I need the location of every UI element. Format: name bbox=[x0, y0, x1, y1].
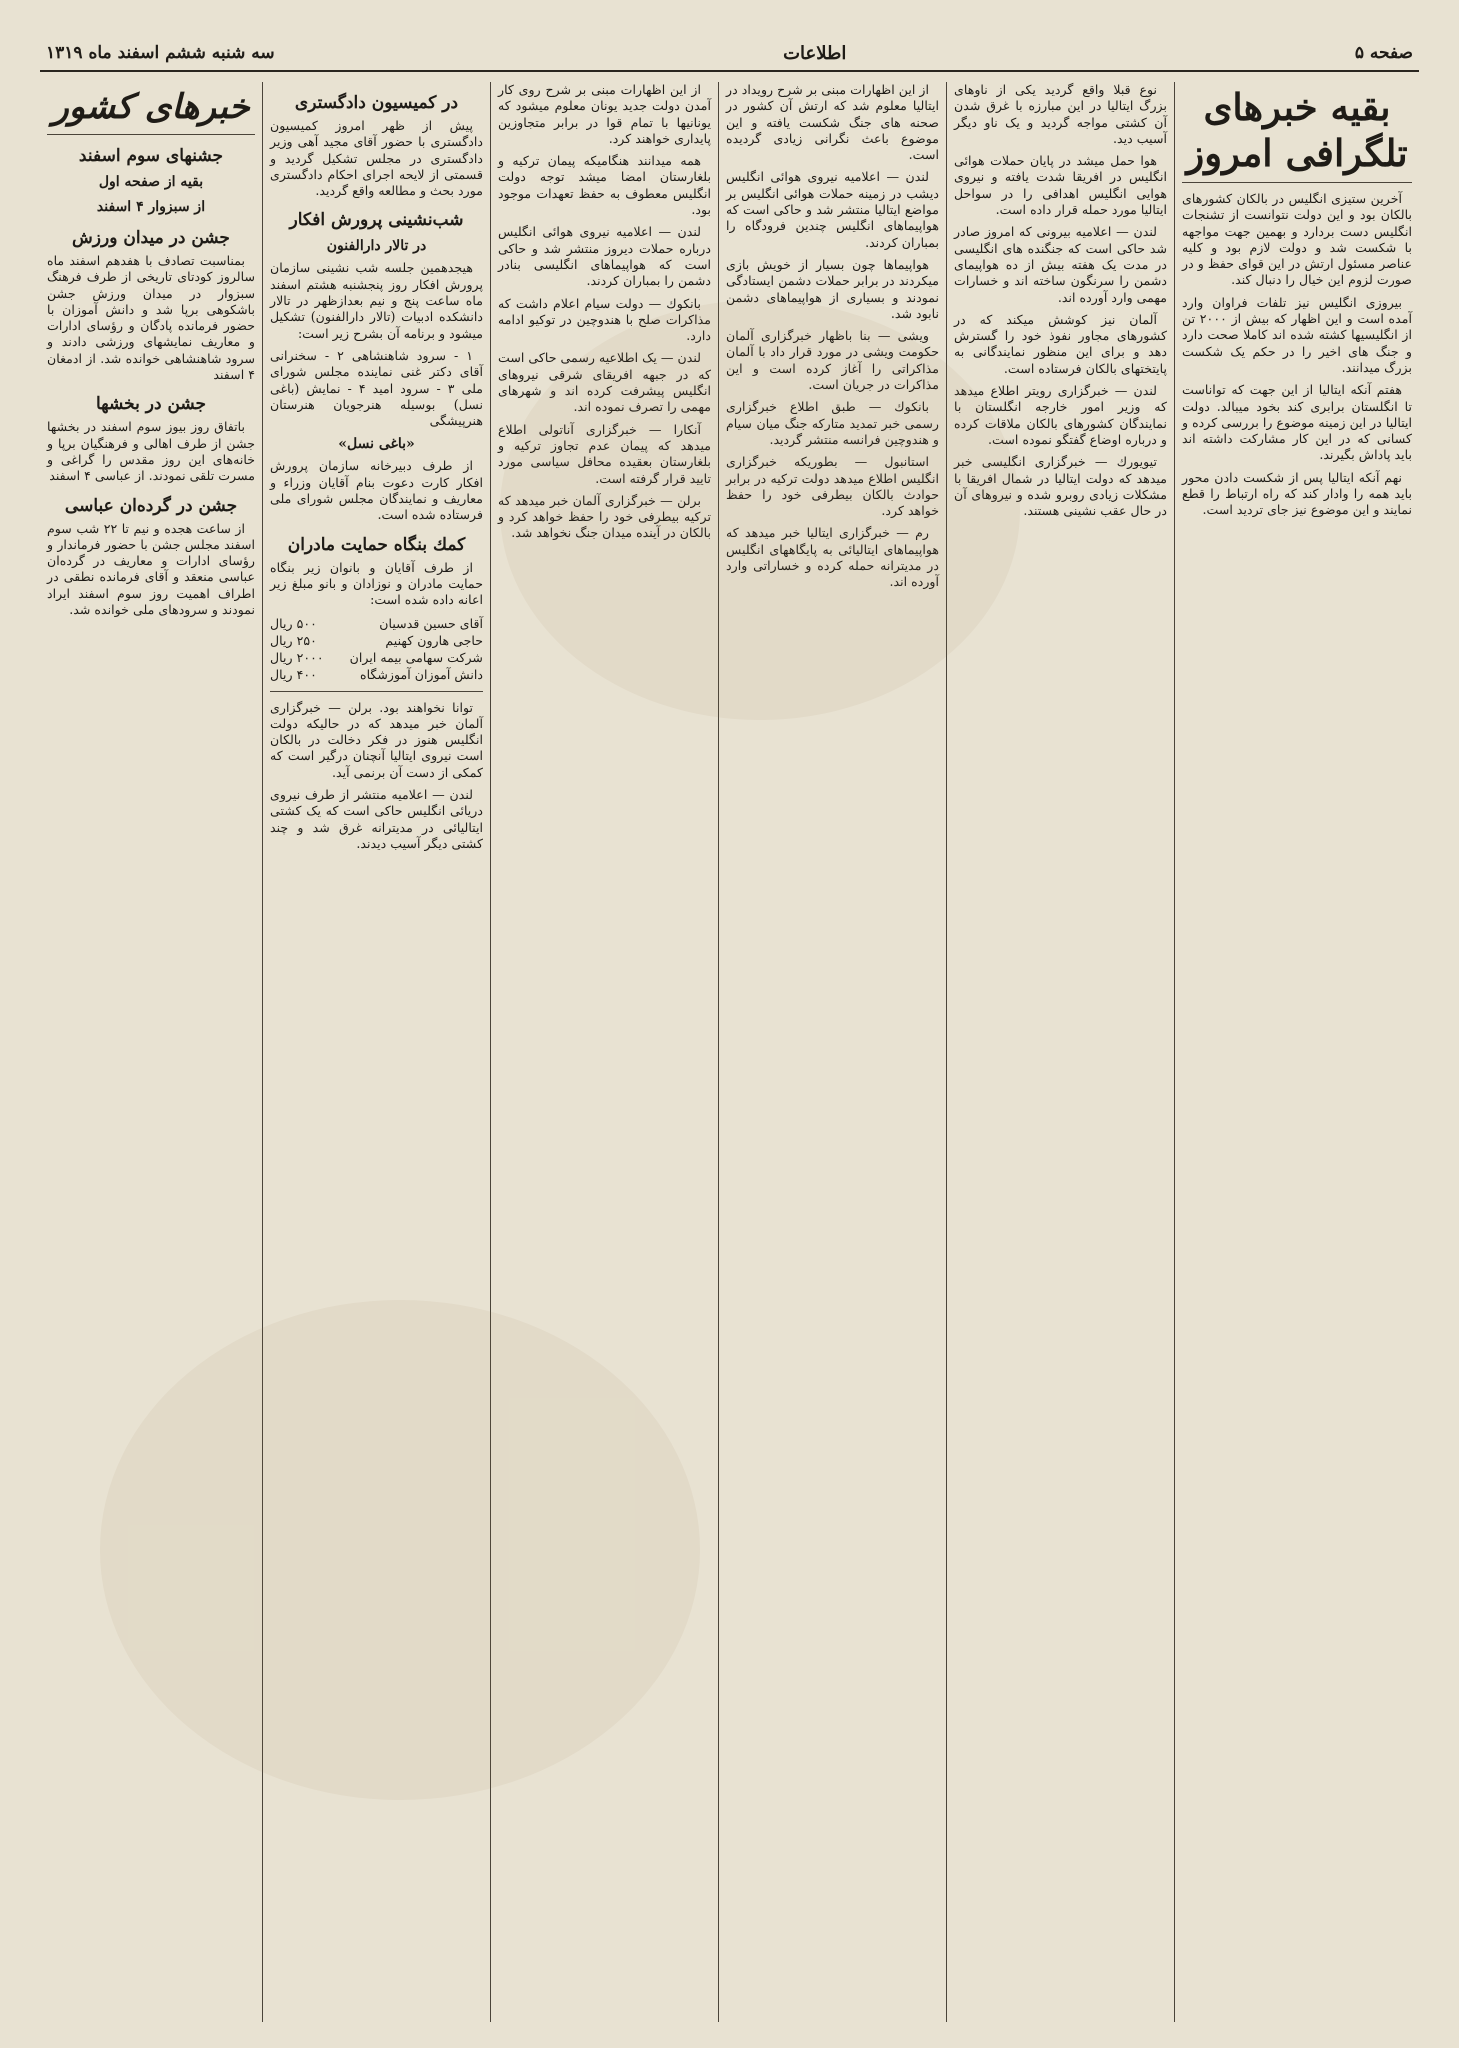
article-paragraph: توانا نخواهند بود. برلن — خبرگزاری آلمان خبر میدهد که در حالیکه دولت انگلیس هنوز در فکر دخالت در بالکان است نیروی ایتالیا آنچنان درگیر است که کمکی از دست آن برنمی آید. bbox=[270, 699, 483, 780]
column-telegraph-news bbox=[1174, 82, 1419, 2022]
article-paragraph: از این اظهارات مبنی بر شرح رویداد در ایتالیا معلوم شد که ارتش آن کشور در صحنه های جنگ شکست یافته و این موضوع باعث نگرانی زیادی گردیده است. bbox=[726, 82, 939, 163]
page-number: صفحه ۵ bbox=[1354, 43, 1413, 63]
donor-row bbox=[270, 632, 483, 649]
article-paragraph: آنکارا — خبرگزاری آناتولی اطلاع میدهد که پیمان عدم تجاوز ترکیه و بلغارستان بعقیده محافل سیاسی مورد تایید قرار گرفته است. bbox=[498, 421, 711, 486]
donor-name: حاجی هارون کهنیم bbox=[385, 632, 483, 648]
article-paragraph: آلمان نیز کوشش میکند که در کشورهای مجاور نفوذ خود را گسترش دهد و برای این منظور نمایندگانی به پایتختهای بالکان فرستاده است. bbox=[954, 311, 1167, 376]
article-paragraph: بانکوك — دولت سیام اعلام داشت که مذاکرات صلح با هندوچین در توکیو ادامه دارد. bbox=[498, 295, 711, 344]
heading-play: «باغی نسل» bbox=[338, 436, 415, 453]
column-5 bbox=[262, 82, 490, 2022]
donor-amount: ۲۵۰ ریال bbox=[270, 632, 317, 648]
article-paragraph: بیروزی انگلیس نیز تلفات فراوان وارد آمده است و این اظهار که بیش از ۲۰۰۰ تن از انگلیسیها کشته شده اند کاملا صحت دارد و جنگ های اخیر را در حکم یک شکست بزرگ میدانند. bbox=[1182, 294, 1412, 375]
article-paragraph: هوا حمل میشد در پایان حملات هوائی انگلیس در افریقا شدت یافته و نیروی هوایی انگلیس اهدافی را در سواحل ایتالیا مورد حمله قرار داده است. bbox=[954, 153, 1167, 218]
divider bbox=[270, 691, 483, 692]
dateline-sabzevar: از سبزوار ۴ اسفند bbox=[96, 199, 206, 215]
donor-name: شرکت سهامی بیمه ایران bbox=[349, 649, 483, 665]
donor-row bbox=[270, 649, 483, 666]
donor-name: دانش آموزان آموزشگاه bbox=[359, 666, 483, 682]
column-2 bbox=[946, 82, 1174, 2022]
heading-celebrations: جشنهای سوم اسفند bbox=[78, 146, 224, 166]
subheading-continued: بقیه از صفحه اول bbox=[98, 174, 204, 190]
article-paragraph: هفتم آنکه ایتالیا از این جهت که تواناست تا انگلستان برابری کند بخود میبالد. دولت ایتالیا در این زمینه موضوع را بررسی کرده و کسانی که در این کار مشارکت داشته اند باید پاداش بگیرند. bbox=[1182, 382, 1412, 463]
article-paragraph: ۱ - سرود شاهنشاهی ۲ - سخنرانی آقای دکتر غنی نماینده مجلس شورای ملی ۳ - سرود امید ۴ - نمایش (باغی نسل) بوسیله هنرجویان هنرستان هنرپیشگی bbox=[270, 347, 483, 429]
article-paragraph: لندن — اعلامیه منتشر از طرف نیروی دریائی انگلیس حاکی است که یک کشتی ایتالیائی در مدیترانه غرق شد و چند کشتی دیگر آسیب دیدند. bbox=[270, 787, 483, 851]
article-paragraph: همه میدانند هنگامیکه پیمان ترکیه و بلغارستان امضا میشد توجه دولت انگلیس معطوف به حفظ تعهدات موجود بود. bbox=[498, 153, 711, 218]
columns bbox=[40, 82, 1419, 2022]
donor-amount: ۴۰۰ ریال bbox=[270, 666, 317, 682]
article-paragraph: لندن — یک اطلاعیه رسمی حاکی است که در جبهه افریقای شرقی نیروهای انگلیس پیشرفت کرده اند و شهرهای مهمی را تصرف نموده اند. bbox=[498, 350, 711, 415]
article-paragraph: از این اظهارات مبنی بر شرح روی کار آمدن دولت جدید یونان معلوم میشود که یونانیها با تمام قوا در برابر متجاوزین پایداری خواهند کرد. bbox=[498, 82, 711, 146]
heading-abbasi: جشن در گرده‌ان عباسی bbox=[64, 495, 238, 516]
issue-date: سه شنبه ششم اسفند ماه ۱۳۱۹ bbox=[46, 43, 275, 63]
domestic-news-title: خبرهای کشور bbox=[47, 86, 255, 135]
article-paragraph: لندن — اعلامیه نیروی هوائی انگلیس دیشب در زمینه حملات هوائی انگلیس بر مواضع ایتالیا منتشر شد و حاکی است که هواپیماهای انگلیس چندین فرودگاه را بمباران کردند. bbox=[726, 169, 939, 250]
article-paragraph: ویشی — بنا باظهار خبرگزاری آلمان حکومت ویشی در مورد قرار داد با آلمان مذاکراتی را آغاز کرده است و این مذاکرات در جریان است. bbox=[726, 328, 939, 393]
article-paragraph: استانبول — بطوریکه خبرگزاری انگلیس اطلاع میدهد دولت ترکیه در برابر حوادث بالکان بیطرفی خود را حفظ خواهد کرد. bbox=[726, 454, 939, 519]
donor-row bbox=[270, 666, 483, 683]
newspaper-name: اطلاعات bbox=[783, 42, 847, 64]
heading-soiree: شب‌نشینی پرورش افکار bbox=[289, 210, 464, 231]
article-paragraph: آخرین ستیزی انگلیس در بالکان کشورهای بالکان بود و این دولت نتوانست از تشنجات انگلیس دست بردارد و بهمین جهت مواجهه با شکست شد و دولت لازم بود و کلیه عناصر مسئول ارتش در این قوای حفظ و در صورت لزوم این خیال را دنبال کند. bbox=[1182, 191, 1412, 288]
heading-justice-commission: در کمیسیون دادگستری bbox=[294, 93, 459, 113]
heading-districts: جشن در بخشها bbox=[95, 394, 207, 415]
article-paragraph: لندن — اعلامیه بیرونی که امروز صادر شد حاکی است که جنگنده های انگلیسی در مدت یک هفته بیش از ده هواپیمای دشمن را سرنگون ساخته اند و خسارات مهمی وارد آورده اند. bbox=[954, 224, 1167, 305]
donor-row bbox=[270, 615, 483, 632]
article-paragraph: از طرف دبیرخانه سازمان پرورش افکار کارت دعوت بنام آقایان وزراء و معاریف و نمایندگان مجلس شورای ملی فرستاده شده است. bbox=[270, 458, 483, 523]
article-paragraph: بمناسبت تصادف با هفدهم اسفند ماه سالروز کودتای تاریخی از طرف فرهنگ سبزوار در میدان ورزش جشن باشکوهی برپا شد و دانش آموزان با حضور فرمانده پادگان و رؤسای ادارات و معاریف نمایشهای ورزشی دادند و سرود شاهنشاهی خوانده شد. از ادمغان ۴ اسفند bbox=[47, 253, 255, 383]
heading-maternity-aid: کمك بنگاه حمایت مادران bbox=[287, 534, 466, 555]
article-paragraph: لندن — خبرگزاری رویتر اطلاع میدهد که وزیر امور خارجه انگلستان با نمایندگان کشورهای بالکان ملاقات کرده و درباره اوضاع گفتگو نموده است. bbox=[954, 383, 1167, 447]
article-paragraph: رم — خبرگزاری ایتالیا خبر میدهد که هواپیماهای ایتالیائی به پایگاههای انگلیس در مدیترانه حمله کرده و خساراتی وارد آورده اند. bbox=[726, 525, 939, 590]
article-paragraph: برلن — خبرگزاری آلمان خبر میدهد که ترکیه بیطرفی خود را حفظ خواهد کرد و بالکان در آینده میدان جنگ نخواهد شد. bbox=[498, 492, 711, 541]
donor-name: آقای حسین قدسیان bbox=[379, 615, 483, 631]
article-paragraph: بانکوك — طبق اطلاع خبرگزاری رسمی خبر تمدید متارکه جنگ میان سیام و هندوچین فرانسه منتشر گردید. bbox=[726, 399, 939, 447]
subheading-soiree: در تالار دارالفنون bbox=[326, 238, 427, 255]
donor-amount: ۵۰۰ ریال bbox=[270, 615, 317, 631]
article-paragraph: پیش از ظهر امروز کمیسیون دادگستری با حضور آقای مجید آهی وزیر دادگستری در مجلس تشکیل گردید و قسمتی از لایحه اجرای احکام دادگستری مورد بحث و مطالعه واقع گردید. bbox=[270, 118, 483, 199]
article-paragraph: نوع قبلا واقع گردید یکی از ناوهای بزرگ ایتالیا در این مبارزه با غرق شدن آن کشتی مواجه گردید و یک ناو دیگر آسیب دید. bbox=[954, 82, 1167, 146]
masthead bbox=[40, 36, 1419, 72]
article-paragraph: تیویورك — خبرگزاری انگلیسی خبر میدهد که دولت ایتالیا در شمال افریقا با مشکلات زیادی روبرو شده و نیروهای آن در حال عقب نشینی هستند. bbox=[954, 454, 1167, 519]
article-paragraph: از طرف آقایان و بانوان زیر بنگاه حمایت مادران و نوزادان و بانو مبلغ زیر اعانه داده شده است: bbox=[270, 559, 483, 608]
column-domestic-news bbox=[40, 82, 262, 2022]
article-paragraph: هیجدهمین جلسه شب نشینی سازمان پرورش افکار روز پنجشنبه هشتم اسفند ماه ساعت پنج و نیم بعدازظهر در تالار دانشکده ادبیات (تالار دارالفنون) تشکیل میشود و برنامه آن بشرح زیر است: bbox=[270, 260, 483, 341]
column-3 bbox=[718, 82, 946, 2022]
article-paragraph: باتفاق روز بیوز سوم اسفند در بخشها جشن از طرف اهالی و فرهنگیان برپا و خانه‌های این روز مقدس را گراغی و مسرت تلقی نمودند. از عباسی ۴ اسفند bbox=[47, 419, 255, 484]
column-4 bbox=[490, 82, 718, 2022]
heading-stadium: جشن در میدان ورزش bbox=[72, 228, 230, 248]
telegraph-news-title: بقیه خبرهای تلگرافی امروز bbox=[1182, 84, 1412, 183]
article-paragraph: هواپیماها چون بسیار از خویش بازی میکردند در برابر حملات دشمن ایستادگی نمودند و بسیاری از هواپیماهای دشمن نابود شد. bbox=[726, 256, 939, 321]
article-paragraph: نهم آنکه ایتالیا پس از شکست دادن محور باید همه را وادار کند که راه ارتباط را قطع نمایند و این موضوع نیز جای تردید است. bbox=[1182, 469, 1412, 518]
donor-amount: ۲۰۰۰ ریال bbox=[270, 649, 324, 665]
article-paragraph: لندن — اعلامیه نیروی هوائی انگلیس درباره حملات دیروز منتشر شد و حاکی است که هواپیماهای انگلیسی بنادر دشمن را بمباران کردند. bbox=[498, 224, 711, 289]
article-paragraph: از ساعت هجده و نیم تا ۲۲ شب سوم اسفند مجلس جشن با حضور فرماندار و رؤسای ادارات و معاریف در گرده‌ان عباسی منعقد و آقای فرمانده نطقی در اطراف اهمیت روز سوم اسفند ایراد نمودند و سرودهای ملی خوانده شد. bbox=[47, 520, 255, 618]
